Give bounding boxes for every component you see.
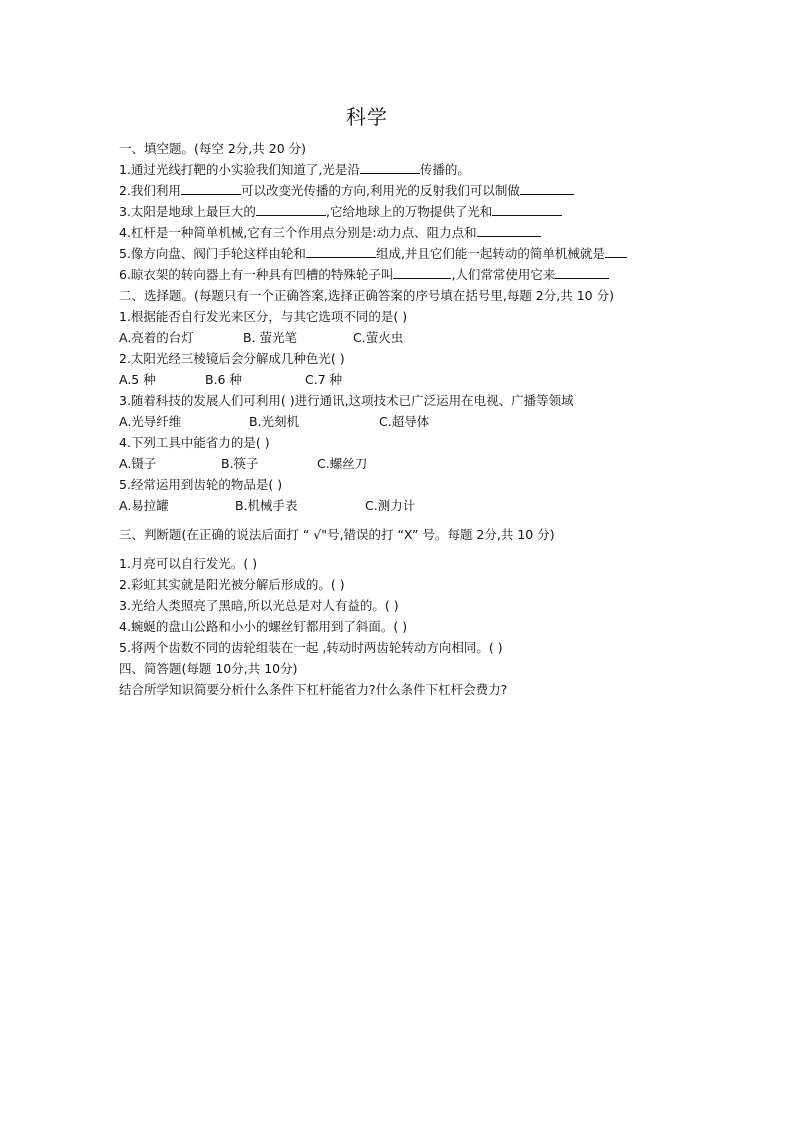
answer-blank[interactable] [393,265,451,279]
judge-item-3: 3.光给人类照亮了黑暗,所以光总是对人有益的。( ) [119,598,399,613]
option-a[interactable]: A.易拉罐 [119,498,169,513]
fill-question-2: 2.我们利用 可以改变光传播的方向,利用光的反射我们可以制做 [119,180,689,201]
option-b[interactable]: B.机械手表 [235,498,298,513]
answer-blank[interactable] [306,244,376,258]
choice-question-3: 3.随着科技的发展人们可利用( )进行通讯,这项技术已广泛运用在电视、广播等领域 [119,393,574,408]
choice-question-5: 5.经常运用到齿轮的物品是( ) [119,477,283,492]
page-title: 科学 [346,105,388,129]
short-answer-question: 结合所学知识简要分析什么条件下杠杆能省力?什么条件下杠杆会费力? [119,682,508,697]
section2-heading: 二、选择题。(每题只有一个正确答案,选择正确答案的序号填在括号里,每题 2分,共 10 分) [119,288,614,303]
option-b[interactable]: B.6 种 [205,372,242,387]
fill-question-4: 4.杠杆是一种简单机械,它有三个作用点分别是:动力点、阻力点和 [119,222,689,243]
judge-item-4: 4.蜿蜒的盘山公路和小小的螺丝钉都用到了斜面。( ) [119,619,408,634]
answer-blank[interactable] [555,265,609,279]
option-b[interactable]: B.光刻机 [249,414,300,429]
option-a[interactable]: A.亮着的台灯 [119,330,194,345]
option-c[interactable]: C.萤火虫 [353,330,404,345]
option-b[interactable]: B. 萤光笔 [243,330,298,345]
section1-heading: 一、填空题。(每空 2分,共 20 分) [119,141,307,156]
choice-options-4 [119,453,689,474]
choice-question-2: 2.太阳光经三棱镜后会分解成几种色光( ) [119,351,345,366]
option-c[interactable]: C.7 种 [305,372,343,387]
answer-blank[interactable] [477,223,541,237]
choice-options-3 [119,411,689,432]
fill-question-5: 5.像方向盘、阀门手轮这样由轮和 组成,并且它们能一起转动的简单机械就是 [119,243,689,264]
answer-blank[interactable] [360,160,420,174]
fill-question-6: 6.晾衣架的转向器上有一种具有凹槽的特殊轮子叫 ,人们常常使用它来 [119,264,689,285]
fill-question-3: 3.太阳是地球上最巨大的 ,它给地球上的万物提供了光和 [119,201,689,222]
fill-question-1: 1.通过光线打靶的小实验我们知道了,光是沿 传播的。 [119,162,470,177]
section3-heading: 三、判断题(在正确的说法后面打 “ √"号,错误的打 “X” 号。每题 2分,共 10 分) [119,527,555,542]
judge-item-5: 5.将两个齿数不同的齿轮组装在一起 ,转动时两齿轮转动方向相同。( ) [119,640,503,655]
answer-blank[interactable] [181,181,241,195]
answer-blank[interactable] [256,202,326,216]
exam-content [119,138,689,700]
option-b[interactable]: B.筷子 [221,456,259,471]
section4-heading: 四、简答题(每题 10分,共 10分) [119,661,298,676]
option-c[interactable]: C.超导体 [379,414,430,429]
choice-question-1: 1.根据能否自行发光来区分，与其它选项不同的是( ) [119,309,408,324]
judge-item-1: 1.月亮可以自行发光。( ) [119,556,258,571]
choice-options-2 [119,369,689,390]
choice-question-4: 4.下列工具中能省力的是( ) [119,435,270,450]
option-a[interactable]: A.光导纤维 [119,414,182,429]
answer-blank[interactable] [520,181,574,195]
answer-blank[interactable] [492,202,562,216]
answer-blank[interactable] [605,244,627,258]
option-a[interactable]: A.5 种 [119,372,156,387]
option-c[interactable]: C.测力计 [365,498,416,513]
option-a[interactable]: A.镊子 [119,456,157,471]
judge-item-2: 2.彩虹其实就是阳光被分解后形成的。( ) [119,577,345,592]
choice-options-1 [119,327,689,348]
choice-options-5 [119,495,689,516]
option-c[interactable]: C.螺丝刀 [317,456,368,471]
